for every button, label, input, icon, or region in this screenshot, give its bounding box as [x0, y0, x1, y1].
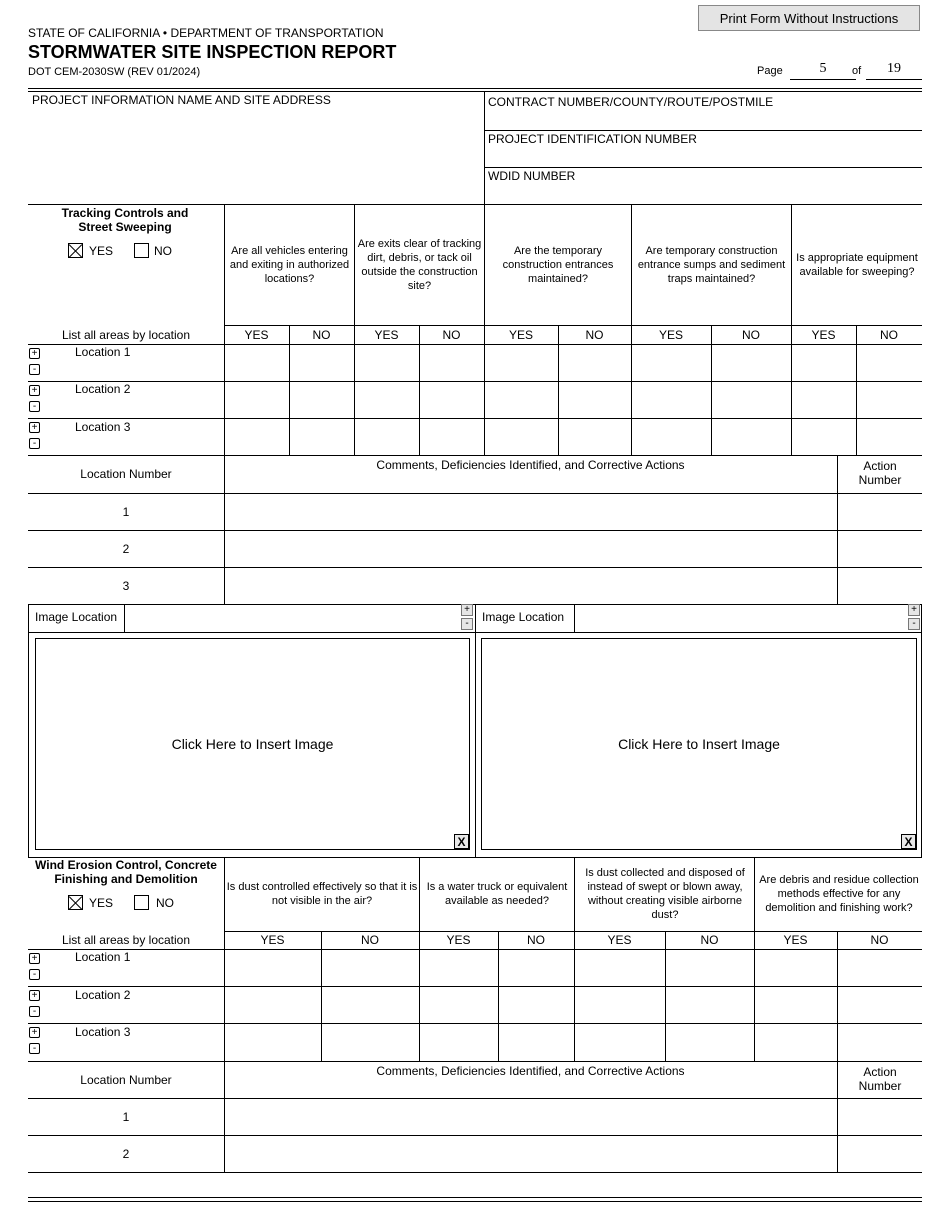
section2-question-3: Is dust collected and disposed of instead of swept or blown away, without creating visible airborne dust?: [585, 867, 745, 921]
section1-location3-label: Location 3: [75, 420, 131, 434]
image-right-decrement[interactable]: -: [908, 618, 920, 630]
page-total-field[interactable]: 19: [887, 61, 901, 76]
close-image-left-icon[interactable]: X: [454, 834, 469, 849]
section2-col-no-4: NO: [870, 932, 889, 947]
section2-location3-add-button[interactable]: +: [29, 1027, 40, 1038]
section1-yes-label: YES: [89, 244, 114, 258]
section1-col-no-1: NO: [312, 327, 331, 342]
image-location-left-label: Image Location: [35, 610, 118, 624]
page-label: Page: [757, 65, 783, 77]
project-id-label: PROJECT IDENTIFICATION NUMBER: [488, 132, 697, 146]
section1-col-no-4: NO: [742, 327, 760, 342]
section1-comment-row-2-number: 2: [122, 541, 130, 556]
section1-col-yes-4: YES: [658, 327, 683, 342]
section1-location3-remove-button[interactable]: -: [29, 438, 40, 449]
section2-comment-row-2-number: 2: [122, 1146, 130, 1161]
section1-question-1: Are all vehicles entering and exiting in authorized locations?: [229, 245, 350, 285]
section1-yes-checkbox[interactable]: [68, 243, 83, 258]
section2-list-label: List all areas by location: [61, 932, 191, 947]
section2-action-number-header: Action Number: [858, 1065, 902, 1093]
agency-line: STATE OF CALIFORNIA • DEPARTMENT OF TRANSPORTATION: [28, 26, 384, 40]
contract-number-field[interactable]: [486, 110, 920, 128]
section1-location-number-header: Location Number: [80, 467, 172, 481]
section1-col-no-5: NO: [880, 327, 898, 342]
section2-comments-header: Comments, Deficiencies Identified, and Corrective Actions: [376, 1064, 685, 1078]
page-number-field[interactable]: 5: [819, 61, 827, 76]
image-right-increment[interactable]: +: [908, 604, 920, 616]
section2-col-yes-2: YES: [446, 932, 471, 947]
section2-question-4: Are debris and residue collection methods effective for any demolition and finishing work?: [759, 874, 919, 914]
section1-location2-label: Location 2: [75, 382, 131, 396]
section1-no-label: NO: [154, 244, 172, 258]
section2-location2-remove-button[interactable]: -: [29, 1006, 40, 1017]
section2-col-yes-1: YES: [260, 932, 285, 947]
project-id-field[interactable]: [486, 147, 920, 165]
insert-image-right[interactable]: Click Here to Insert Image: [481, 638, 917, 850]
section1-col-no-3: NO: [585, 327, 604, 342]
section2-col-yes-3: YES: [607, 932, 632, 947]
section2-col-yes-4: YES: [783, 932, 808, 947]
image-left-increment[interactable]: +: [461, 604, 473, 616]
section1-location1-remove-button[interactable]: -: [29, 364, 40, 375]
section2-question-1: Is dust controlled effectively so that it is not visible in the air?: [226, 881, 418, 907]
project-info-label: PROJECT INFORMATION NAME AND SITE ADDRESS: [32, 93, 331, 107]
section1-location2-add-button[interactable]: +: [29, 385, 40, 396]
print-form-button[interactable]: Print Form Without Instructions: [698, 5, 920, 31]
section2-comment-row-1-number: 1: [122, 1109, 130, 1124]
section2-location1-remove-button[interactable]: -: [29, 969, 40, 980]
section2-title: Wind Erosion Control, Concrete Finishing and Demolition: [35, 858, 217, 886]
section1-col-yes-5: YES: [811, 327, 836, 342]
section1-location1-label: Location 1: [75, 345, 131, 359]
section1-comment-row-3-number: 3: [122, 578, 130, 593]
section1-col-no-2: NO: [442, 327, 461, 342]
contract-number-label: CONTRACT NUMBER/COUNTY/ROUTE/POSTMILE: [488, 95, 774, 109]
form-id: DOT CEM-2030SW (REV 01/2024): [28, 66, 201, 78]
section1-col-yes-1: YES: [244, 327, 269, 342]
image-left-decrement[interactable]: -: [461, 618, 473, 630]
image-location-right-field[interactable]: [576, 606, 904, 630]
section1-title: Tracking Controls and Street Sweeping: [61, 206, 189, 234]
section2-col-no-2: NO: [527, 932, 545, 947]
section1-col-yes-3: YES: [508, 327, 533, 342]
section2-location-number-header: Location Number: [80, 1073, 172, 1087]
section2-col-no-1: NO: [361, 932, 379, 947]
section2-yes-label: YES: [89, 896, 114, 910]
close-image-right-icon[interactable]: X: [901, 834, 916, 849]
section1-comments-header: Comments, Deficiencies Identified, and Corrective Actions: [376, 458, 685, 472]
wdid-field[interactable]: [486, 184, 920, 202]
section2-no-checkbox[interactable]: [134, 895, 149, 910]
section2-location2-label: Location 2: [75, 988, 131, 1002]
section1-location1-add-button[interactable]: +: [29, 348, 40, 359]
section1-list-label: List all areas by location: [61, 327, 191, 342]
image-location-left-field[interactable]: [126, 606, 458, 630]
section2-col-no-3: NO: [700, 932, 719, 947]
section1-question-4: Are temporary construction entrance sumps and sediment traps maintained?: [637, 245, 786, 285]
page-title: STORMWATER SITE INSPECTION REPORT: [28, 42, 397, 62]
section1-no-checkbox[interactable]: [134, 243, 149, 258]
section2-question-2: Is a water truck or equivalent available as needed?: [426, 881, 568, 907]
section2-location1-label: Location 1: [75, 950, 131, 964]
section2-location1-add-button[interactable]: +: [29, 953, 40, 964]
section2-location2-add-button[interactable]: +: [29, 990, 40, 1001]
section1-location3-add-button[interactable]: +: [29, 422, 40, 433]
wdid-label: WDID NUMBER: [488, 169, 576, 183]
section1-col-yes-2: YES: [374, 327, 399, 342]
image-location-right-label: Image Location: [482, 610, 565, 624]
section2-yes-checkbox[interactable]: [68, 895, 83, 910]
section1-question-2: Are exits clear of tracking dirt, debris, or tack oil outside the construction site?: [357, 238, 482, 292]
of-label: of: [852, 65, 862, 77]
section1-question-5: Is appropriate equipment available for sweeping?: [796, 252, 918, 278]
insert-image-left[interactable]: Click Here to Insert Image: [35, 638, 470, 850]
project-info-field[interactable]: [28, 106, 482, 202]
section2-location3-label: Location 3: [75, 1025, 131, 1039]
section2-location3-remove-button[interactable]: -: [29, 1043, 40, 1054]
section2-no-label: NO: [156, 896, 174, 910]
section1-comment-row-1-number: 1: [122, 504, 130, 519]
section1-question-3: Are the temporary construction entrances maintained?: [502, 245, 614, 285]
section1-location2-remove-button[interactable]: -: [29, 401, 40, 412]
section1-action-number-header: Action Number: [858, 459, 902, 487]
